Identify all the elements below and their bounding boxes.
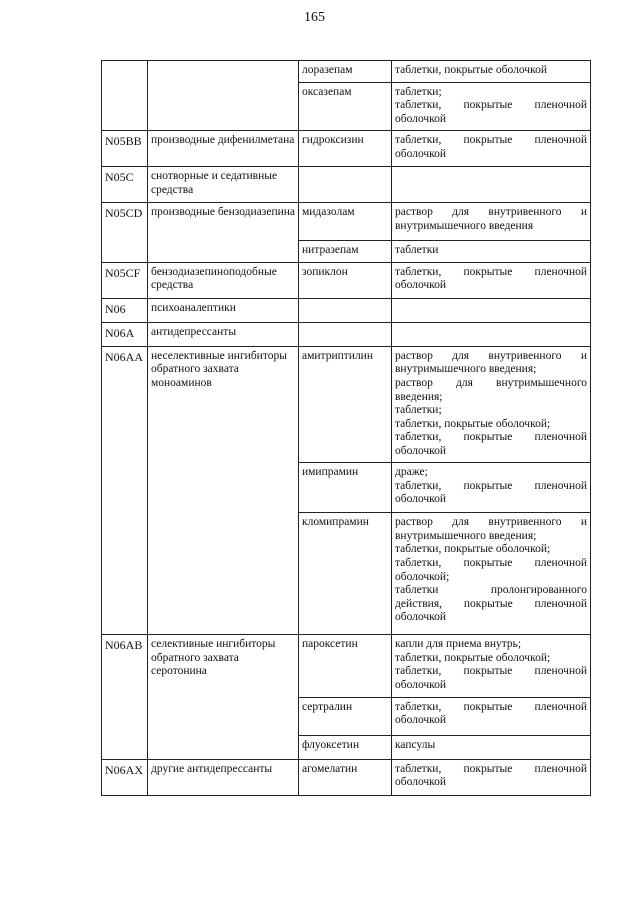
drug-name-cell	[299, 298, 392, 322]
drug-name-cell: гидроксизин	[299, 131, 392, 167]
drug-name-cell: зопиклон	[299, 262, 392, 298]
dosage-form-cell	[392, 697, 591, 735]
group-name-cell: психоаналептики	[148, 298, 299, 322]
dosage-form: таблетки;	[395, 85, 442, 98]
drug-name-cell: мидазолам	[299, 203, 392, 241]
drug-name-cell: оксазепам	[299, 82, 392, 131]
table-row	[102, 167, 591, 203]
table-row	[102, 346, 591, 463]
dosage-form: таблетки, покрытые пленочной оболочкой	[395, 134, 587, 160]
table-row	[102, 322, 591, 346]
dosage-form-cell	[392, 61, 591, 83]
dosage-form-cell	[392, 82, 591, 131]
group-name-cell	[148, 61, 299, 131]
dosage-form: таблетки, покрытые пленочной оболочкой	[395, 479, 587, 506]
dosage-form: таблетки, покрытые оболочкой	[395, 64, 547, 76]
dosage-form: раствор для внутривенного и внутримышечного введения;	[395, 349, 587, 376]
dosage-form: капли для приема внутрь;	[395, 638, 522, 651]
drug-name-cell: сертралин	[299, 697, 392, 735]
drug-name-cell: флуоксетин	[299, 735, 392, 759]
table-row	[102, 759, 591, 795]
atc-code-cell: N06A	[102, 322, 148, 346]
drug-table	[101, 60, 591, 796]
atc-code-cell: N06	[102, 298, 148, 322]
atc-code-cell: N05BB	[102, 131, 148, 167]
drug-name-cell: лоразепам	[299, 61, 392, 83]
atc-code-cell: N05C	[102, 167, 148, 203]
dosage-form: таблетки, покрытые оболочкой;	[395, 651, 551, 664]
group-name-cell: неселективные ингибиторы обратного захвата моноаминов	[148, 346, 299, 635]
dosage-form-cell	[392, 262, 591, 298]
atc-code-cell: N06AA	[102, 346, 148, 635]
atc-code-cell: N06AB	[102, 635, 148, 759]
dosage-form: драже;	[395, 466, 428, 479]
atc-code-cell: N05CD	[102, 203, 148, 263]
group-name-cell: снотворные и седативные средства	[148, 167, 299, 203]
drug-name-cell: имипрамин	[299, 463, 392, 513]
group-name-cell: антидепрессанты	[148, 322, 299, 346]
dosage-form-cell	[392, 635, 591, 697]
dosage-form-cell	[392, 463, 591, 513]
drug-name-cell: пароксетин	[299, 635, 392, 697]
dosage-form-cell	[392, 241, 591, 263]
dosage-form: таблетки, покрытые пленочной оболочкой	[395, 99, 587, 125]
dosage-form-cell	[392, 759, 591, 795]
dosage-form-cell	[392, 167, 591, 203]
dosage-form: таблетки, покрытые пленочной оболочкой	[395, 762, 587, 789]
dosage-form: капсулы	[395, 738, 436, 751]
table-row	[102, 635, 591, 697]
dosage-form: раствор для внутривенного и внутримышечного введения	[395, 206, 587, 232]
atc-code-cell	[102, 61, 148, 131]
dosage-form-cell	[392, 346, 591, 463]
dosage-form: раствор для внутривенного и внутримышечного введения;	[395, 516, 587, 542]
dosage-form: таблетки, покрытые пленочной оболочкой;	[395, 557, 587, 583]
group-name-cell: производные бензодиазепина	[148, 203, 299, 263]
dosage-form: таблетки	[395, 244, 439, 257]
dosage-form-cell	[392, 513, 591, 635]
dosage-form: таблетки, покрытые пленочной оболочкой	[395, 665, 587, 691]
dosage-form-cell	[392, 131, 591, 167]
dosage-form: таблетки пролонгированного действия, покрытые пленочной оболочкой	[395, 584, 587, 624]
atc-code-cell: N05CF	[102, 262, 148, 298]
dosage-form-cell	[392, 735, 591, 759]
table-row	[102, 262, 591, 298]
dosage-form-cell	[392, 298, 591, 322]
drug-name-cell: агомелатин	[299, 759, 392, 795]
table-row	[102, 203, 591, 241]
page-number: 165	[304, 10, 325, 25]
group-name-cell: другие антидепрессанты	[148, 759, 299, 795]
group-name-cell: производные дифенилметана	[148, 131, 299, 167]
dosage-form: таблетки, покрытые оболочкой;	[395, 543, 551, 556]
dosage-form-cell	[392, 203, 591, 241]
dosage-form-cell	[392, 322, 591, 346]
dosage-form: таблетки, покрытые пленочной оболочкой	[395, 265, 587, 292]
table-row	[102, 131, 591, 167]
drug-name-cell	[299, 167, 392, 203]
drug-name-cell	[299, 322, 392, 346]
dosage-form: таблетки, покрытые оболочкой;	[395, 417, 551, 430]
dosage-form: раствор для внутримышечного введения;	[395, 376, 587, 403]
group-name-cell: бензодиазепиноподобные средства	[148, 262, 299, 298]
dosage-form: таблетки, покрытые пленочной оболочкой	[395, 700, 587, 727]
drug-name-cell: нитразепам	[299, 241, 392, 263]
atc-code-cell: N06AX	[102, 759, 148, 795]
group-name-cell: селективные ингибиторы обратного захвата серотонина	[148, 635, 299, 759]
dosage-form: таблетки, покрытые пленочной оболочкой	[395, 431, 587, 457]
drug-name-cell: кломипрамин	[299, 513, 392, 635]
drug-name-cell: амитриптилин	[299, 346, 392, 463]
table-row	[102, 61, 591, 83]
table-row	[102, 298, 591, 322]
dosage-form: таблетки;	[395, 404, 442, 417]
